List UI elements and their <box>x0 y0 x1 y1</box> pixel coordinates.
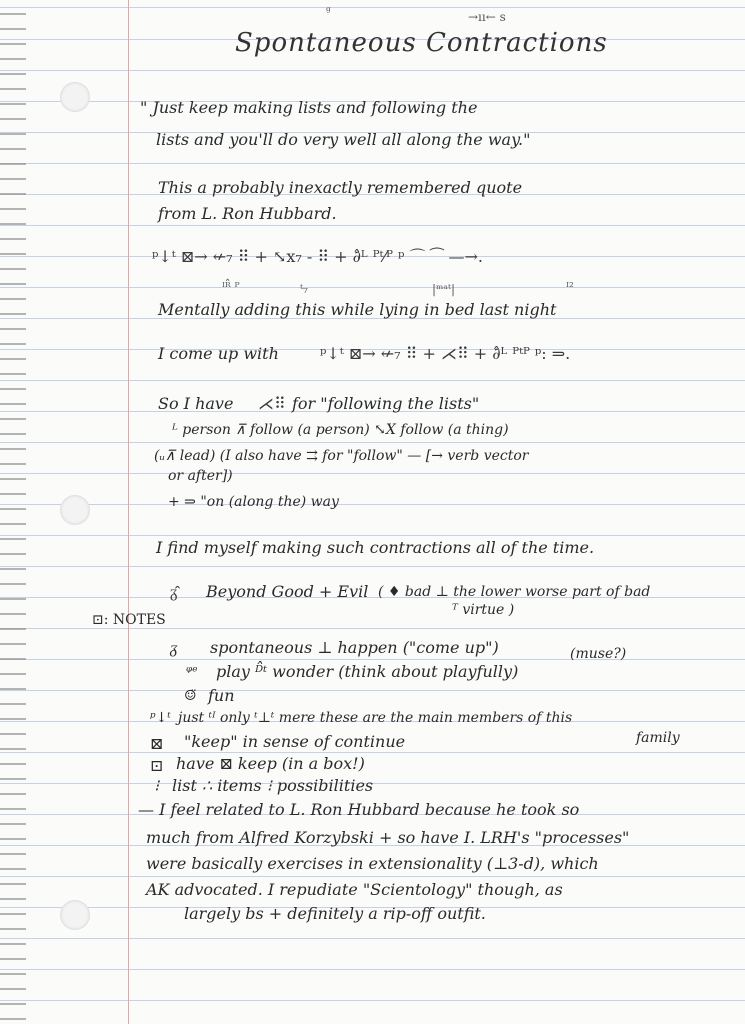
title-mark-right: →ıı← s <box>468 10 506 24</box>
title-mark-left: ᵍ <box>326 4 331 18</box>
note-glyph-7: ⁝ <box>154 776 160 795</box>
quote-line-2: lists and you'll do very well all along the way." <box>156 130 531 149</box>
final-line-1: — I feel related to L. Ron Hubbard because he took so <box>138 800 580 819</box>
contractions-line: I find myself making such contractions all of the time. <box>156 538 595 557</box>
final-line-3: were basically exercises in extensionality (⊥3-d), which <box>146 854 599 873</box>
final-line-5: largely bs + definitely a rip-off outfit. <box>184 904 486 923</box>
note-glyph-6: ⊡ <box>150 756 164 775</box>
final-line-4: AK advocated. I repudiate "Scientology" though, as <box>146 880 563 899</box>
so-line-post: for "following the lists" <box>292 394 480 413</box>
come-up-line: I come up with <box>158 344 279 363</box>
beyond-text: Beyond Good + Evil <box>206 582 369 601</box>
follow-def-3: or after]) <box>168 468 233 484</box>
note-aside-4: family <box>636 730 680 746</box>
glyph-note-b: ᵗ₇ <box>300 282 308 296</box>
contraction-glyphs-1: ᵖ↓ᵗ ⊠→ ↚₇ ⠿ + ⤡x₇ - ⠿ + ∂̂ᴸ ᴾᵗ⁄ᴾ ᵖ ⌒ ⁀ —→. <box>152 247 483 266</box>
contraction-glyphs-2: ᵖ↓ᵗ ⊠→ ↚₇ ⠿ + ⋌⠿ + ∂̂ᴸ ᴾᵗᴾ ᵖ: ⥰. <box>320 344 571 363</box>
punch-hole <box>60 495 90 525</box>
mentally-line: Mentally adding this while lying in bed last night <box>158 300 557 319</box>
note-text-4: just ᵗᴵ only ᵗ⊥ᵗ mere these are the main members of this <box>178 710 573 726</box>
note-text-3: fun <box>208 686 235 705</box>
glyph-note-c: |ᵐᵃᵗ| <box>432 282 456 296</box>
beyond-note-2: ᵀ virtue ) <box>452 602 515 618</box>
note-text-6: have ⊠ keep (in a box!) <box>176 754 365 773</box>
note-text-1: spontaneous ⊥ happen ("come up") <box>210 638 499 657</box>
glyph-note-a: ᴵᴿ̂ ᴾ <box>222 280 240 294</box>
quote-line-1: " Just keep making lists and following the <box>140 98 478 117</box>
punch-hole <box>60 82 90 112</box>
note-glyph-3: ☺̈ <box>184 688 197 704</box>
note-text-2: play ᴰ̂ᵗ wonder (think about playfully) <box>216 662 519 681</box>
beyond-glyph: ᵹ̂ <box>170 582 178 601</box>
so-line-glyph: ⋌⠿ <box>258 394 286 413</box>
intro-line-2: from L. Ron Hubbard. <box>158 204 337 223</box>
intro-line-1: This a probably inexactly remembered quote <box>158 178 523 197</box>
note-aside-1: (muse?) <box>570 646 627 662</box>
margin-line <box>128 0 129 1024</box>
note-glyph-2: ᵠᵉ <box>186 664 198 680</box>
binding-edge <box>0 0 26 1024</box>
note-text-7: list ∴ items ⁝ possibilities <box>172 776 374 795</box>
note-glyph-4: ᵖ↓ᵗ <box>150 710 171 726</box>
note-glyph-5: ⊠ <box>150 734 164 753</box>
final-line-2: much from Alfred Korzybski + so have I. LRH's "processes" <box>146 828 630 847</box>
follow-def-2: (ᵤ⊼ lead) (I also have ⇉ for "follow" — [→ verb vector <box>154 448 529 464</box>
notes-header: ⊡: NOTES <box>92 612 166 628</box>
note-text-5: "keep" in sense of continue <box>184 732 406 751</box>
glyph-note-d: ᴵ² <box>566 280 574 294</box>
follow-def-4: + ⥰ "on (along the) way <box>168 494 339 510</box>
follow-def-1: ᴸ person ⊼ follow (a person) ⤡X follow (a thing) <box>172 422 509 438</box>
note-glyph-1: ᵹ <box>170 638 178 657</box>
punch-hole <box>60 900 90 930</box>
page-title: Spontaneous Contractions <box>235 28 608 58</box>
so-line-pre: So I have <box>158 394 234 413</box>
beyond-note: ( ♦ bad ⊥ the lower worse part of bad <box>378 584 651 600</box>
